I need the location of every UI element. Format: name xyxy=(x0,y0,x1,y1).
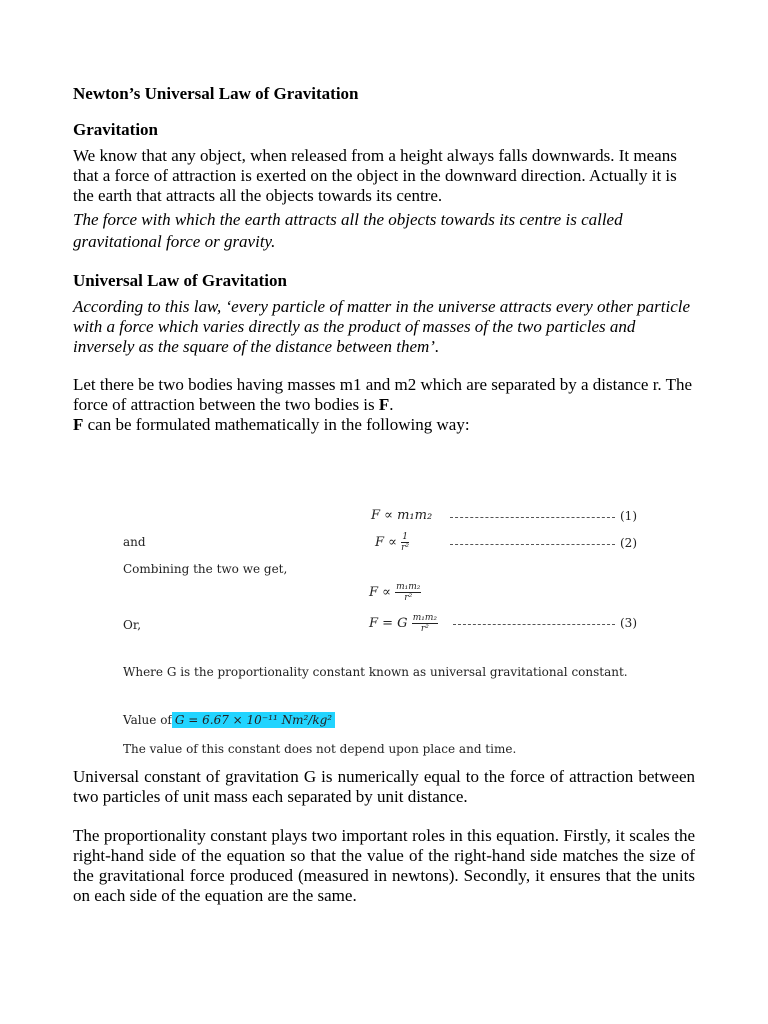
gravity-definition: The force with which the earth attracts all the objects towards its centre is called gravitational force or gravity. xyxy=(73,210,623,251)
equation-4-fraction xyxy=(412,613,438,634)
combining-label: Combining the two we get, xyxy=(123,562,288,576)
fraction-denominator: r² xyxy=(401,543,410,553)
bodies-text: Let there be two bodies having masses m1 and m2 which are separated by a distance r. The force of attraction between the two bodies is xyxy=(73,375,693,414)
value-label: Value of xyxy=(123,713,172,727)
section-heading-universal-law: Universal Law of Gravitation xyxy=(73,271,287,290)
or-label: Or, xyxy=(123,618,142,632)
bodies-text-end: . xyxy=(389,395,394,414)
gravitation-paragraph: We know that any object, when released from a height always falls downwards. It means that a force of attraction is exerted on the object in the downward direction. Actually it is the earth that attracts all the objects towards its centre. xyxy=(73,146,677,205)
equation-2-fraction xyxy=(401,532,409,553)
equation-2-number: (2) xyxy=(620,536,637,550)
gravitation-constant-paragraph: Universal constant of gravitation G is numerically equal to the force of attraction between two particles of unit mass each separated by unit distance. xyxy=(73,767,695,806)
value-of-g xyxy=(123,713,335,727)
force-symbol: F xyxy=(378,395,390,414)
document-body xyxy=(73,84,695,435)
conclusion-section xyxy=(73,767,695,906)
law-statement: According to this law, ‘every particle of matter in the universe attracts every other particle with a force which varies directly as the product of masses of the two particles and inversely as the square of the distance between them’. xyxy=(73,297,691,356)
equation-2 xyxy=(375,532,409,553)
leader-dots-1 xyxy=(450,517,615,518)
fraction-denominator: r² xyxy=(420,624,429,634)
equation-3-number: (3) xyxy=(620,616,637,630)
equation-4-lhs: F = G xyxy=(369,616,408,631)
equation-2-lhs: F ∝ xyxy=(375,535,397,550)
page-title: Newton’s Universal Law of Gravitation xyxy=(73,84,359,103)
fraction-numerator: 1 xyxy=(402,532,408,542)
equation-3-lhs: F ∝ xyxy=(369,585,391,600)
where-g-text: Where G is the proportionality constant known as universal gravitational constant. xyxy=(123,665,628,679)
force-symbol-2: F xyxy=(73,415,84,434)
formulation-text: can be formulated mathematically in the following way: xyxy=(83,415,470,434)
g-value-highlight: G = 6.67 × 10⁻¹¹ Nm²/kg² xyxy=(172,712,335,728)
proportionality-paragraph: The proportionality constant plays two important roles in this equation. Firstly, it scales the right-hand side of the equation so that the value of the right-hand side matches the size of the gravitational force produced (measured in newtons). Secondly, it ensures that the units on each side of the equation are the same. xyxy=(73,826,695,905)
equation-3-fraction xyxy=(395,582,421,603)
bodies-paragraph xyxy=(73,375,695,435)
fraction-numerator: m₁m₂ xyxy=(412,613,437,623)
equation-1: F ∝ m₁m₂ xyxy=(371,508,433,523)
constant-note: The value of this constant does not depend upon place and time. xyxy=(123,742,517,756)
section-heading-gravitation: Gravitation xyxy=(73,120,158,139)
leader-dots-3 xyxy=(453,624,615,625)
equation-1-number: (1) xyxy=(620,509,637,523)
and-label: and xyxy=(123,535,146,549)
fraction-numerator: m₁m₂ xyxy=(396,582,421,592)
equation-3 xyxy=(369,582,421,603)
equation-4 xyxy=(369,613,438,634)
leader-dots-2 xyxy=(450,544,615,545)
fraction-denominator: r² xyxy=(404,593,413,603)
